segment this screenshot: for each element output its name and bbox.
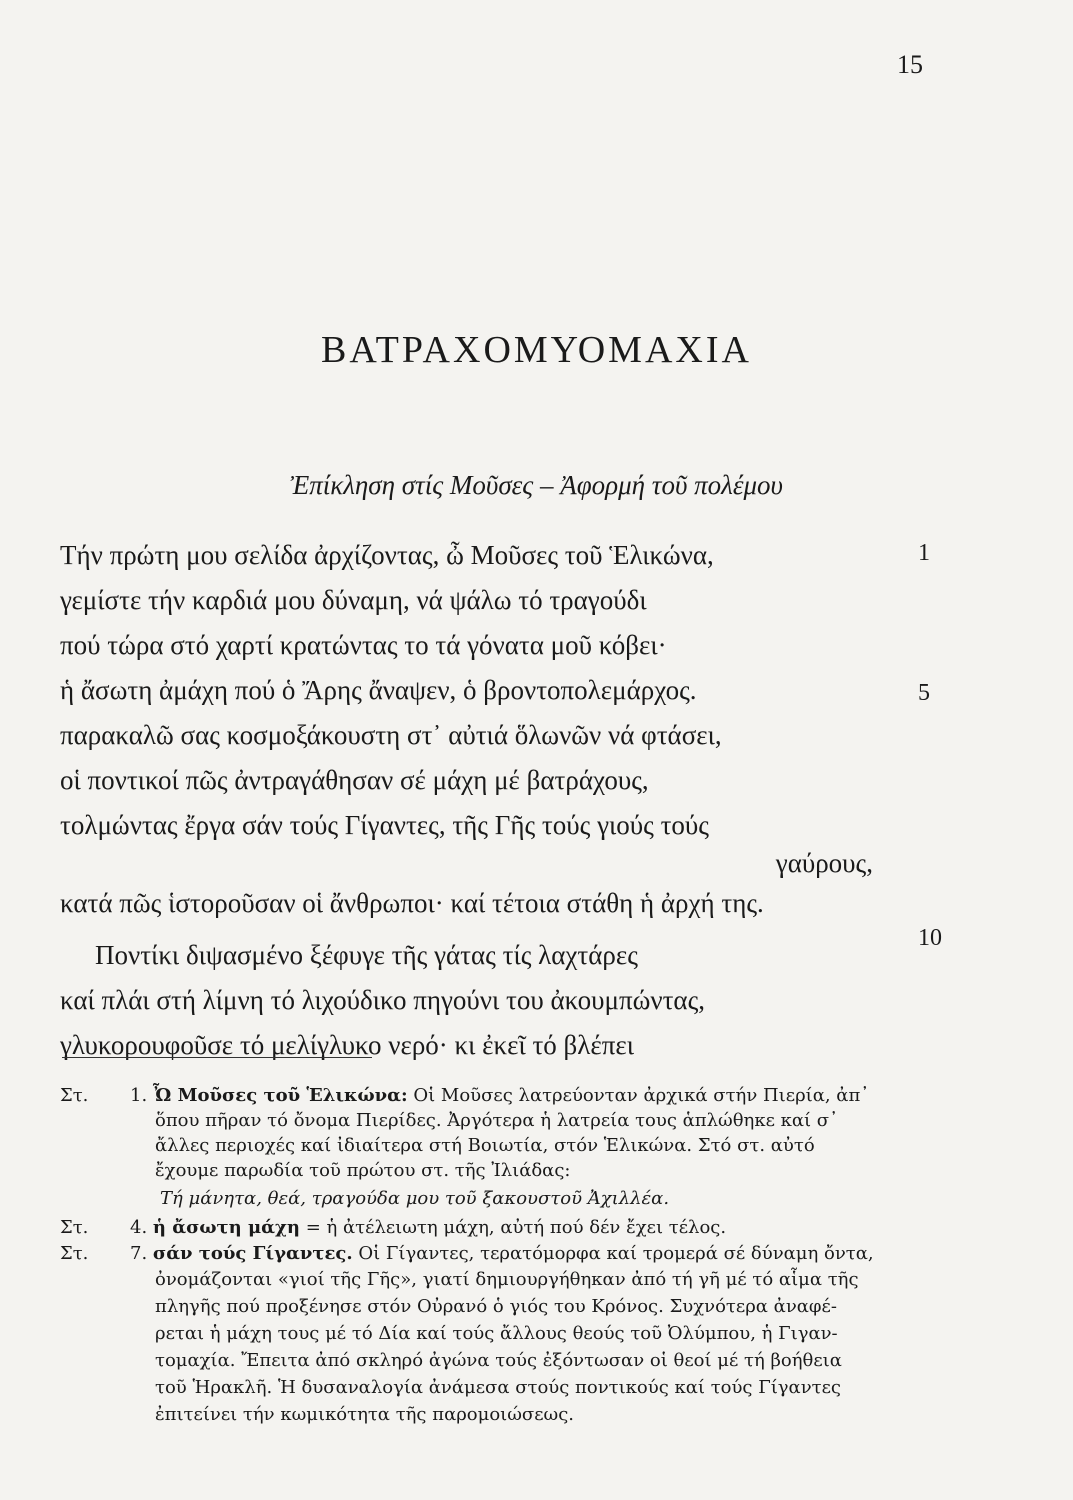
- footnote-1-line-4: ἔχουμε παρωδία τοῦ πρώτου στ. τῆς Ἰλιάδας:: [155, 1160, 571, 1181]
- footnote-7-line-4: ρεται ἡ μάχη τους μέ τό Δία καί τούς ἄλλους θεούς τοῦ Ὀλύμπου, ἡ Γιγαν-: [155, 1323, 838, 1344]
- footnote-number: 1.: [130, 1085, 148, 1106]
- verse-line-6: οἱ ποντικοί πῶς ἀντραγάθησαν σέ μάχη μέ βατράχους,: [60, 765, 649, 795]
- footnote-1-quote: Τή μάνητα, θεά, τραγούδα μου τοῦ ξακουστοῦ Ἀχιλλέα.: [160, 1188, 670, 1209]
- footnote-headword: ἡ ἄσωτη μάχη: [152, 1217, 300, 1238]
- verse-line-3: πού τώρα στό χαρτί κρατώντας το τά γόνατα μοῦ κόβει·: [60, 630, 667, 660]
- poem-title: ΒΑΤΡΑΧΟΜΥΟΜΑΧΙΑ: [321, 329, 752, 371]
- footnote-divider: [62, 1057, 372, 1058]
- footnote-label: Στ.: [60, 1243, 89, 1264]
- footnote-headword: σάν τούς Γίγαντες.: [152, 1243, 353, 1264]
- verse-line-2: γεμίστε τήν καρδιά μου δύναμη, νά ψάλω τό τραγούδι: [60, 585, 647, 615]
- footnote-text: Οἱ Γίγαντες, τερατόμορφα καί τρομερά σέ δύναμη ὄντα,: [358, 1243, 874, 1264]
- footnote-headword: Ὦ Μοῦσες τοῦ Ἑλικώνα:: [152, 1085, 408, 1106]
- verse-line-11: γλυκορουφοῦσε τό μελίγλυκο νερό· κι ἐκεῖ τό βλέπει: [60, 1030, 634, 1060]
- verse-line-7-continuation: γαύρους,: [775, 848, 873, 878]
- verse-line-5: παρακαλῶ σας κοσμοξάκουστη στ᾽ αὐτιά ὅλωνῶν νά φτάσει,: [60, 720, 722, 750]
- verse-line-9: Ποντίκι διψασμένο ξέφυγε τῆς γάτας τίς λαχτάρες: [95, 940, 638, 970]
- footnote-7-line-7: ἐπιτείνει τήν κωμικότητα τῆς παρομοιώσεως.: [155, 1404, 575, 1425]
- footnote-7-line-2: ὀνομάζονται «γιοί τῆς Γῆς», γιατί δημιουργήθηκαν ἀπό τή γῆ μέ τό αἷμα τῆς: [155, 1269, 859, 1290]
- verse-line-1: Τήν πρώτη μου σελίδα ἀρχίζοντας, ὦ Μοῦσες τοῦ Ἑλικώνα,: [60, 540, 714, 570]
- footnote-1-line-3: ἄλλες περιοχές καί ἰδιαίτερα στή Βοιωτία, στόν Ἑλικώνα. Στό στ. αὐτό: [155, 1135, 815, 1156]
- footnote-number: 4.: [130, 1217, 148, 1238]
- footnote-7-line-1: [130, 1243, 874, 1264]
- footnote-7-line-6: τοῦ Ἡρακλῆ. Ἡ δυσαναλογία ἀνάμεσα στούς ποντικούς καί τούς Γίγαντες: [155, 1377, 841, 1398]
- footnote-1-line-1: [130, 1085, 869, 1106]
- section-subtitle: Ἐπίκληση στίς Μοῦσες – Ἀφορμή τοῦ πολέμου: [290, 470, 783, 500]
- verse-line-10: καί πλάι στή λίμνη τό λιχούδικο πηγούνι του ἀκουμπώντας,: [60, 985, 706, 1015]
- footnote-text: Οἱ Μοῦσες λατρεύονταν ἀρχικά στήν Πιερία, ἀπ᾽: [413, 1085, 870, 1106]
- footnote-label: Στ.: [60, 1217, 89, 1238]
- footnote-label: Στ.: [60, 1085, 89, 1106]
- verse-line-4: ἡ ἄσωτη ἀμάχη πού ὁ Ἄρης ἄναψεν, ὁ βροντοπολεμάρχος.: [60, 675, 697, 705]
- footnote-number: 7.: [130, 1243, 148, 1264]
- verse-line-8: κατά πῶς ἱστοροῦσαν οἱ ἄνθρωποι· καί τέτοια στάθη ἡ ἀρχή της.: [60, 888, 764, 918]
- line-number: 10: [918, 925, 942, 951]
- page-number: 15: [897, 50, 923, 79]
- footnote-4-line-1: [130, 1217, 726, 1238]
- line-number: 1: [918, 540, 930, 566]
- footnote-7-line-5: τομαχία. Ἔπειτα ἀπό σκληρό ἀγώνα τούς ἐξόντωσαν οἱ θεοί μέ τή βοήθεια: [155, 1350, 842, 1371]
- footnote-text: = ἡ ἀτέλειωτη μάχη, αὐτή πού δέν ἔχει τέλος.: [305, 1217, 727, 1238]
- verse-line-7: τολμώντας ἔργα σάν τούς Γίγαντες, τῆς Γῆς τούς γιούς τούς: [60, 810, 709, 840]
- footnote-1-line-2: ὅπου πῆραν τό ὄνομα Πιερίδες. Ἀργότερα ἡ λατρεία τους ἁπλώθηκε καί σ᾽: [155, 1110, 839, 1131]
- footnote-7-line-3: πληγῆς πού προξένησε στόν Οὐρανό ὁ γιός του Κρόνος. Συχνότερα ἀναφέ-: [155, 1296, 837, 1317]
- line-number: 5: [918, 680, 930, 706]
